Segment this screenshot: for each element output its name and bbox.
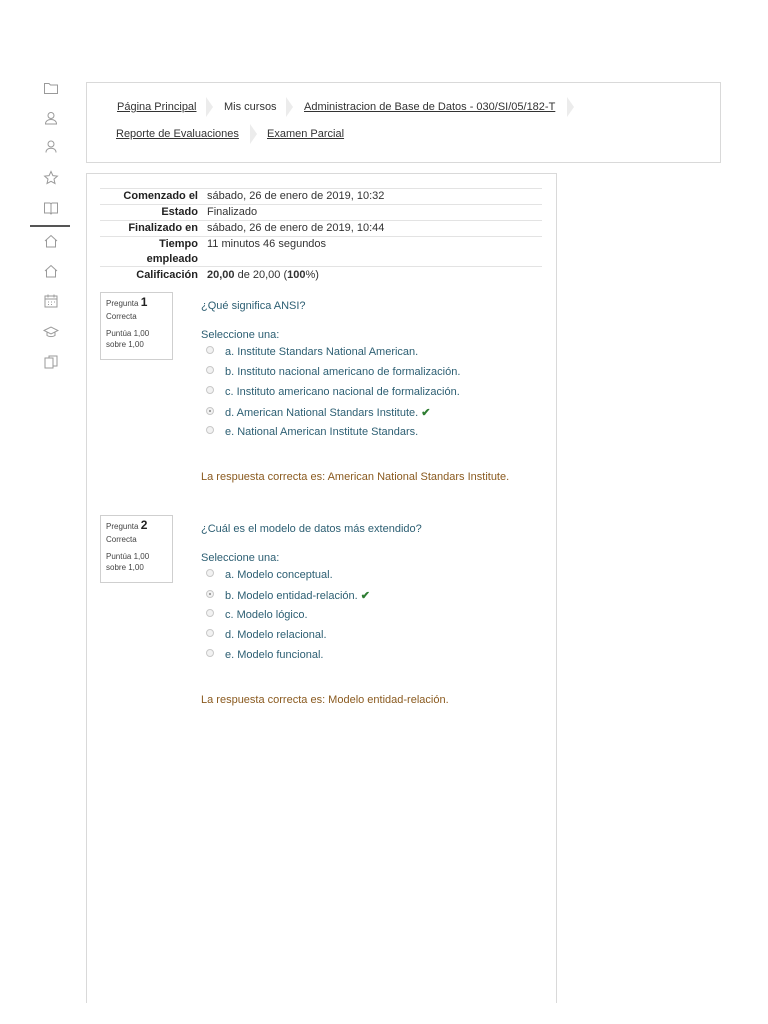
breadcrumb-course-link[interactable]: Administracion de Base de Datos - 030/SI/05/182-T <box>304 101 556 113</box>
finished-value: sábado, 26 de enero de 2019, 10:44 <box>207 222 385 234</box>
attempt-summary-table <box>100 188 542 283</box>
users-icon[interactable] <box>43 139 59 155</box>
summary-row-grade <box>100 266 542 283</box>
user-icon[interactable] <box>43 110 59 126</box>
question-word: Pregunta <box>106 522 139 531</box>
answer-option-label: e. Modelo funcional. <box>225 649 324 661</box>
correct-answer-feedback: La respuesta correcta es: American National Standars Institute. <box>201 471 510 483</box>
radio-button[interactable] <box>206 346 214 354</box>
breadcrumb-separator <box>206 97 213 117</box>
star-icon[interactable] <box>43 170 59 186</box>
home-icon[interactable] <box>43 233 59 249</box>
summary-row-time <box>100 236 542 266</box>
question-points: Puntúa 1,00 <box>106 329 150 338</box>
answer-option-label: d. Modelo relacional. <box>225 629 327 641</box>
question-info-box <box>100 515 173 583</box>
question-number: 2 <box>140 518 148 532</box>
radio-button-selected[interactable] <box>206 590 214 598</box>
answer-option-label: b. Instituto nacional americano de formalización. <box>225 366 461 378</box>
question-text: ¿Qué significa ANSI? <box>201 300 306 312</box>
answer-option-label: c. Modelo lógico. <box>225 609 308 621</box>
copy-icon[interactable] <box>43 354 59 370</box>
answer-option[interactable] <box>206 629 327 641</box>
answer-option[interactable] <box>206 426 418 438</box>
graduation-cap-icon[interactable] <box>43 324 59 340</box>
breadcrumb-separator <box>567 97 574 117</box>
radio-button[interactable] <box>206 569 214 577</box>
started-label: Comenzado el <box>123 190 198 202</box>
correct-check-icon: ✔ <box>421 407 431 419</box>
state-value: Finalizado <box>207 206 258 218</box>
answer-option[interactable] <box>206 569 333 581</box>
grade-score: 20,00 <box>207 269 235 281</box>
select-one-prompt: Seleccione una: <box>201 329 280 341</box>
home-alt-icon[interactable] <box>43 263 59 279</box>
time-label-line-1: Tiempo <box>159 238 198 250</box>
state-label: Estado <box>161 206 198 218</box>
radio-button[interactable] <box>206 426 214 434</box>
breadcrumb-my-courses[interactable]: Mis cursos <box>224 101 277 113</box>
grade-percent: 100 <box>287 269 306 281</box>
breadcrumb-separator <box>250 124 257 144</box>
question-status: Correcta <box>106 535 137 544</box>
breadcrumb-home-link[interactable]: Página Principal <box>117 101 197 113</box>
radio-button[interactable] <box>206 386 214 394</box>
correct-check-icon: ✔ <box>360 590 370 602</box>
answer-option-selected[interactable] <box>206 406 430 419</box>
book-icon[interactable] <box>43 200 59 216</box>
folder-icon[interactable] <box>43 80 59 96</box>
answer-option-label: a. Modelo conceptual. <box>225 569 333 581</box>
radio-button[interactable] <box>206 609 214 617</box>
question-word: Pregunta <box>106 299 139 308</box>
question-points: Puntúa 1,00 <box>106 552 150 561</box>
question-points-max: sobre 1,00 <box>106 340 144 349</box>
summary-row-started <box>100 188 542 204</box>
radio-button[interactable] <box>206 366 214 374</box>
summary-row-finished <box>100 220 542 236</box>
answer-option-label: b. Modelo entidad-relación. <box>225 590 358 602</box>
select-one-prompt: Seleccione una: <box>201 552 280 564</box>
answer-option[interactable] <box>206 346 418 358</box>
question-number: 1 <box>140 295 148 309</box>
finished-label: Finalizado en <box>128 222 198 234</box>
answer-option[interactable] <box>206 609 308 621</box>
answer-option-label: a. Institute Standars National American. <box>225 346 419 358</box>
question-points-max: sobre 1,00 <box>106 563 144 572</box>
grade-tail: %) <box>305 269 319 281</box>
grade-of: de 20,00 ( <box>234 269 288 281</box>
breadcrumb-separator <box>286 97 293 117</box>
question-status: Correcta <box>106 312 137 321</box>
breadcrumb <box>86 82 721 163</box>
answer-option[interactable] <box>206 366 460 378</box>
answer-option[interactable] <box>206 649 323 661</box>
question-info-box <box>100 292 173 360</box>
active-indicator <box>30 225 70 227</box>
grade-label: Calificación <box>136 269 198 281</box>
time-label <box>100 237 198 267</box>
answer-option[interactable] <box>206 386 460 398</box>
answer-option-label: c. Instituto americano nacional de formalización. <box>225 386 460 398</box>
question-text: ¿Cuál es el modelo de datos más extendido? <box>201 523 422 535</box>
time-value: 11 minutos 46 segundos <box>207 238 327 250</box>
answer-option-selected[interactable] <box>206 589 370 602</box>
started-value: sábado, 26 de enero de 2019, 10:32 <box>207 190 385 202</box>
radio-button[interactable] <box>206 629 214 637</box>
time-label-line-2: empleado <box>146 253 198 265</box>
answer-option-label: d. American National Standars Institute. <box>225 407 419 419</box>
radio-button[interactable] <box>206 649 214 657</box>
correct-answer-feedback: La respuesta correcta es: Modelo entidad-relación. <box>201 694 449 706</box>
answer-option-label: e. National American Institute Standars. <box>225 426 419 438</box>
summary-row-state <box>100 204 542 220</box>
breadcrumb-reports-link[interactable]: Reporte de Evaluaciones <box>116 128 239 140</box>
breadcrumb-exam-link[interactable]: Examen Parcial <box>267 128 345 140</box>
calendar-icon[interactable] <box>43 293 59 309</box>
radio-button-selected[interactable] <box>206 407 214 415</box>
grade-value <box>207 268 319 283</box>
